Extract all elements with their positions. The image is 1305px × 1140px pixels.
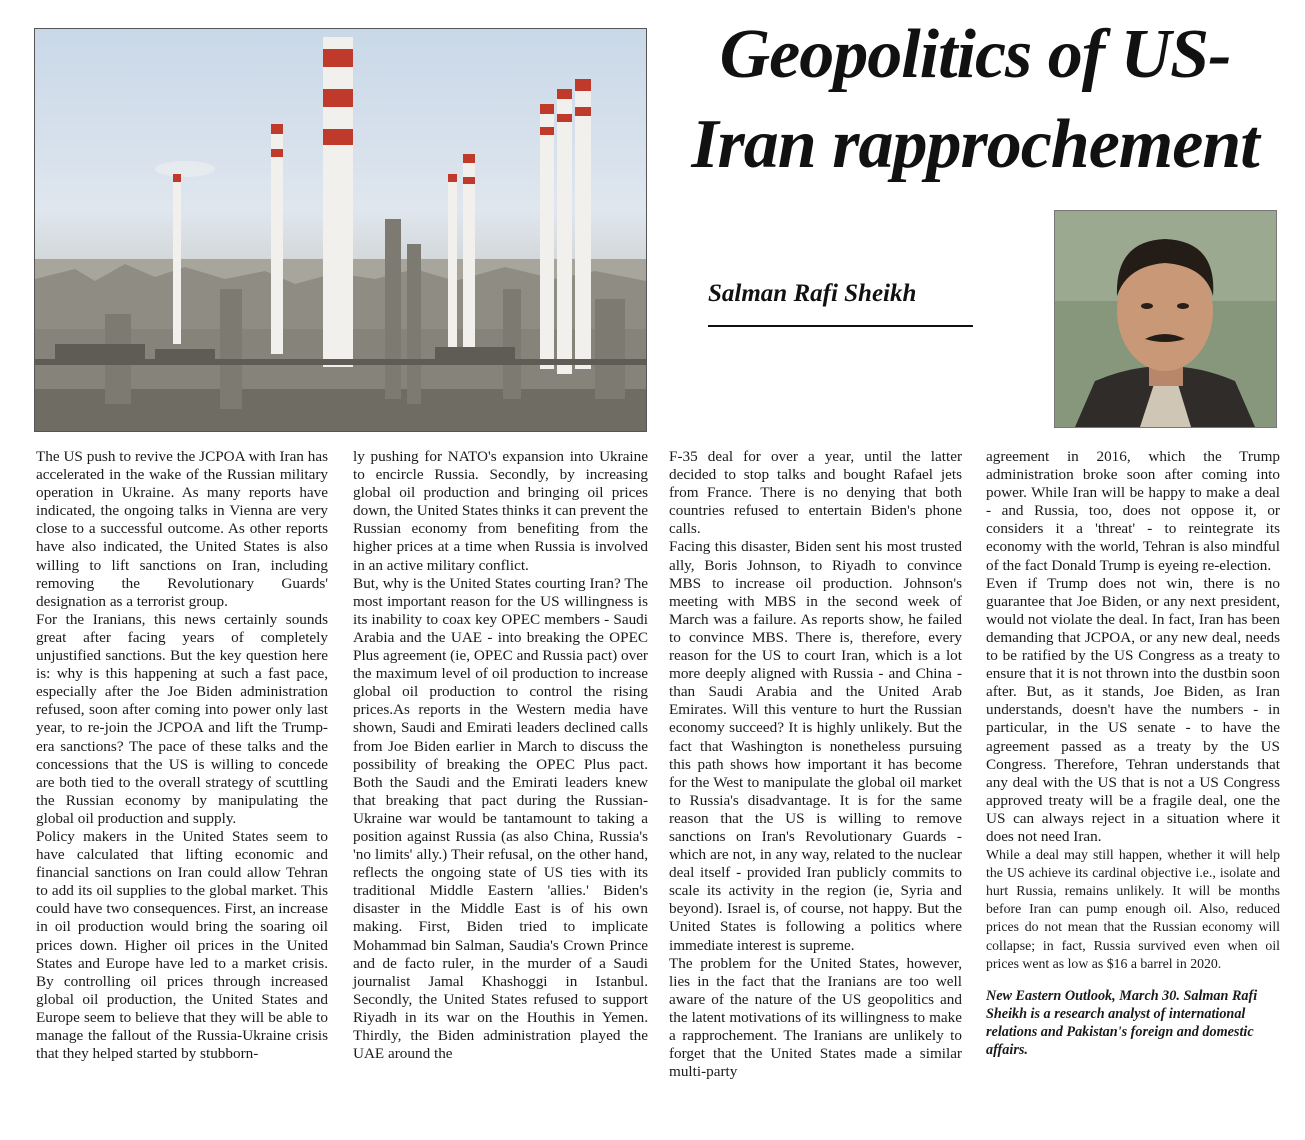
paragraph: While a deal may still happen, whether it will help the US achieve its cardinal objective i.e., isolate and hurt Russia, remains unlikely. It will be months before Iran can pump enough oil. Also, reduced prices do not mean that the Russian economy will collapse; in fact, Russia survived even when oil prices went as low as $16 a barrel in 2020. bbox=[986, 847, 1280, 971]
article-column-2 bbox=[353, 448, 648, 1063]
article-column-1 bbox=[36, 448, 328, 1063]
author-byline: Salman Rafi Sheikh bbox=[708, 280, 917, 307]
paragraph: agreement in 2016, which the Trump administration broke soon after coming into power. While Iran will be happy to make a deal - and Russia, too, does not oppose it, or considers it a 'threat' - to reintegrate its economy with the world, Tehran is also mindful of the fact Donald Trump is eyeing re-election. bbox=[986, 448, 1280, 574]
paragraph: Facing this disaster, Biden sent his most trusted ally, Boris Johnson, to Riyadh to convince MBS to increase oil production. Johnson's meeting with MBS in the second week of March was a failure. As reports show, he failed to convince MBS. There is, therefore, every reason for the US to court Iran, which is a lot more deeply aligned with Russia - and China - than Saudi Arabia and the United Arab Emirates. Will this venture to hurt the Russian economy succeed? It is highly unlikely. But the fact that Washington is nonetheless pursuing this path shows how important it has become for the West to manipulate the global oil market to Russia's disadvantage. It is for the same reason that the US is willing to remove sanctions on Iran's Revolutionary Guards - which are not, in any way, related to the nuclear deal itself - provided Iran publicly commits to scale its activity in the region (ie, Syria and beyond). Israel is, of course, not happy. But the United States is following a politics where immediate interest is supreme. bbox=[669, 538, 962, 954]
paragraph: For the Iranians, this news certainly sounds great after facing years of completely unjustified sanctions. But the key question here is: why is this happening at such a fast pace, especially after the Joe Biden administration refused, soon after coming into power only last year, to re-join the JCPOA and lift the Trump-era sanctions? The pace of these talks and the concessions that the US is willing to concede are both tied to the overall strategy of scuttling the Russian economy by manipulating the global oil production and supply. bbox=[36, 610, 328, 827]
author-portrait bbox=[1054, 210, 1277, 428]
article-column-3 bbox=[669, 448, 962, 1081]
paragraph: Even if Trump does not win, there is no guarantee that Joe Biden, or any next president, would not violate the deal. In fact, Iran has been demanding that JCPOA, or any new deal, needs to be ratified by the US Congress as a treaty to ensure that it is not thrown into the dustbin soon after. But, as it stands, Joe Biden, as Iran understands, doesn't have the numbers - in particular, in the US senate - to have the agreement passed as a treaty by the US Congress. Therefore, Tehran understands that any deal with the US that is not a US Congress approved treaty will be a fragile deal, one the US can always reject in a situation where it does not need Iran. bbox=[986, 574, 1280, 845]
article-column-4 bbox=[986, 448, 1280, 1059]
paragraph: The problem for the United States, however, lies in the fact that the Iranians are too well aware of the nature of the US geopolitics and the latent motivations of its willingness to make a rapprochement. The Iranians are unlikely to forget that the United States made a similar multi-party bbox=[669, 954, 962, 1081]
refinery-illustration bbox=[35, 29, 646, 431]
paragraph: The US push to revive the JCPOA with Iran has accelerated in the wake of the Russian military operation in Ukraine. As many reports have indicated, the ongoing talks in Vienna are very close to a successful outcome. As other reports have also indicated, the United States is also willing to lift sanctions on Iran, including removing the Revolutionary Guards' designation as a terrorist group. bbox=[36, 448, 328, 610]
paragraph: ly pushing for NATO's expansion into Ukraine to encircle Russia. Secondly, by increasing global oil production and bringing oil prices down, the United States thinks it can prevent the Russian economy from benefiting from the higher prices at a time when Russia is involved in an active military conflict. bbox=[353, 448, 648, 574]
source-note: New Eastern Outlook, March 30. Salman Rafi Sheikh is a research analyst of international relations and Pakistan's foreign and domestic affairs. bbox=[986, 987, 1258, 1058]
article-headline: Geopolitics of US-Iran rapprochement bbox=[691, 16, 1259, 183]
byline-underline bbox=[708, 325, 973, 327]
paragraph: Policy makers in the United States seem to have calculated that lifting economic and financial sanctions on Iran could allow Tehran to add its oil supplies to the global market. This could have two consequences. First, an increase in oil production would bring the soaring oil prices down. Higher oil prices in the United States and Europe have led to a market crisis. By controlling oil prices through increased global oil production, the United States and Europe seem to believe that they will be able to manage the fallout of the Russia-Ukraine crisis that they helped started by stubborn- bbox=[36, 827, 328, 1063]
refinery-photo bbox=[34, 28, 647, 432]
author-portrait-illustration bbox=[1055, 211, 1276, 427]
paragraph: But, why is the United States courting Iran? The most important reason for the US willingness is its inability to coax key OPEC members - Saudi Arabia and the UAE - into breaking the OPEC Plus agreement (ie, OPEC and Russia pact) over the maximum level of oil production to increase global oil production to control the rising prices.As reports in the Western media have shown, Saudi and Emirati leaders declined calls from Joe Biden earlier in March to discuss the possibility of breaking the OPEC Plus pact. Both the Saudi and the Emirati leaders knew that breaking that pact during the Russian-Ukraine war would be tantamount to taking a position against Russia (as also China, Russia's 'no limits' ally.) Their refusal, on the other hand, reflects the ongoing state of US ties with its traditional Middle Eastern 'allies.' Biden's disaster in the Middle East is of his own making. First, Biden tried to implicate Mohammad bin Salman, Saudia's Crown Prince and de facto ruler, in the murder of a Saudi journalist Jamal Khashoggi in Istanbul. Secondly, the United States refused to support Riyadh in its war on the Houthis in Yemen. Thirdly, the Biden administration played the UAE around the bbox=[353, 574, 648, 1063]
paragraph: F-35 deal for over a year, until the latter decided to stop talks and bought Rafael jets from France. There is no denying that both countries refused to entertain Biden's phone calls. bbox=[669, 448, 962, 538]
